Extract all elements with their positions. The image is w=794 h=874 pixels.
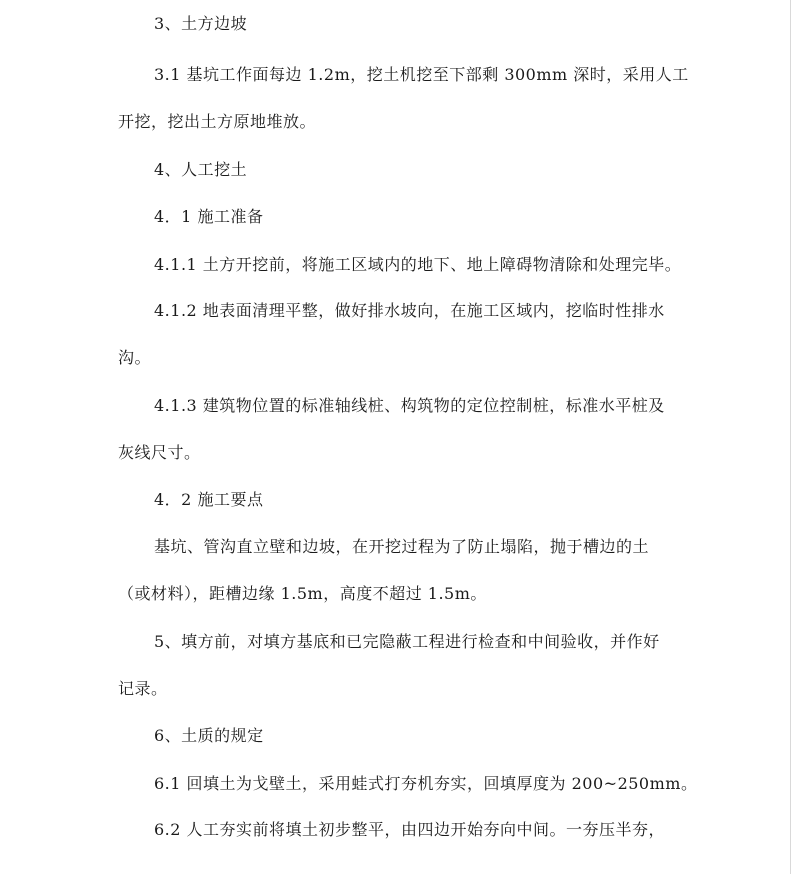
paragraph-line: 开挖，挖出土方原地堆放。: [118, 112, 317, 131]
section-heading-3: 3、土方边坡: [154, 14, 248, 33]
paragraph-line: 6.2 人工夯实前将填土初步整平，由四边开始夯向中间。一夯压半夯，: [154, 820, 666, 839]
paragraph-line: 5、填方前，对填方基底和已完隐蔽工程进行检查和中间验收，并作好: [154, 632, 660, 651]
paragraph-line: 4.1.3 建筑物位置的标准轴线桩、构筑物的定位控制桩，标准水平桩及: [154, 396, 665, 415]
paragraph-line: 基坑、管沟直立壁和边坡，在开挖过程为了防止塌陷，抛于槽边的土: [154, 537, 650, 556]
paragraph-line: 3.1 基坑工作面每边 1.2m，挖土机挖至下部剩 300mm 深时，采用人工: [154, 65, 689, 84]
section-heading-6: 6、土质的规定: [154, 726, 264, 745]
paragraph-line: 灰线尺寸。: [118, 443, 201, 462]
paragraph-line: 记录。: [118, 679, 168, 698]
paragraph-line: 4.1.2 地表面清理平整，做好排水坡向，在施工区域内，挖临时性排水: [154, 301, 665, 320]
paragraph-line: 4.1.1 土方开挖前，将施工区域内的地下、地上障碍物清除和处理完毕。: [154, 255, 682, 274]
paragraph-line: 沟。: [118, 348, 152, 367]
subsection-heading: 4．1 施工准备: [154, 207, 264, 226]
subsection-heading: 4．2 施工要点: [154, 490, 264, 509]
section-heading-4: 4、人工挖土: [154, 160, 248, 179]
paragraph-line: （或材料），距槽边缘 1.5m，高度不超过 1.5m。: [118, 584, 487, 603]
page-edge-divider: [790, 0, 791, 874]
paragraph-line: 6.1 回填土为戈壁土，采用蛙式打夯机夯实，回填厚度为 200~250mm。: [154, 774, 698, 793]
